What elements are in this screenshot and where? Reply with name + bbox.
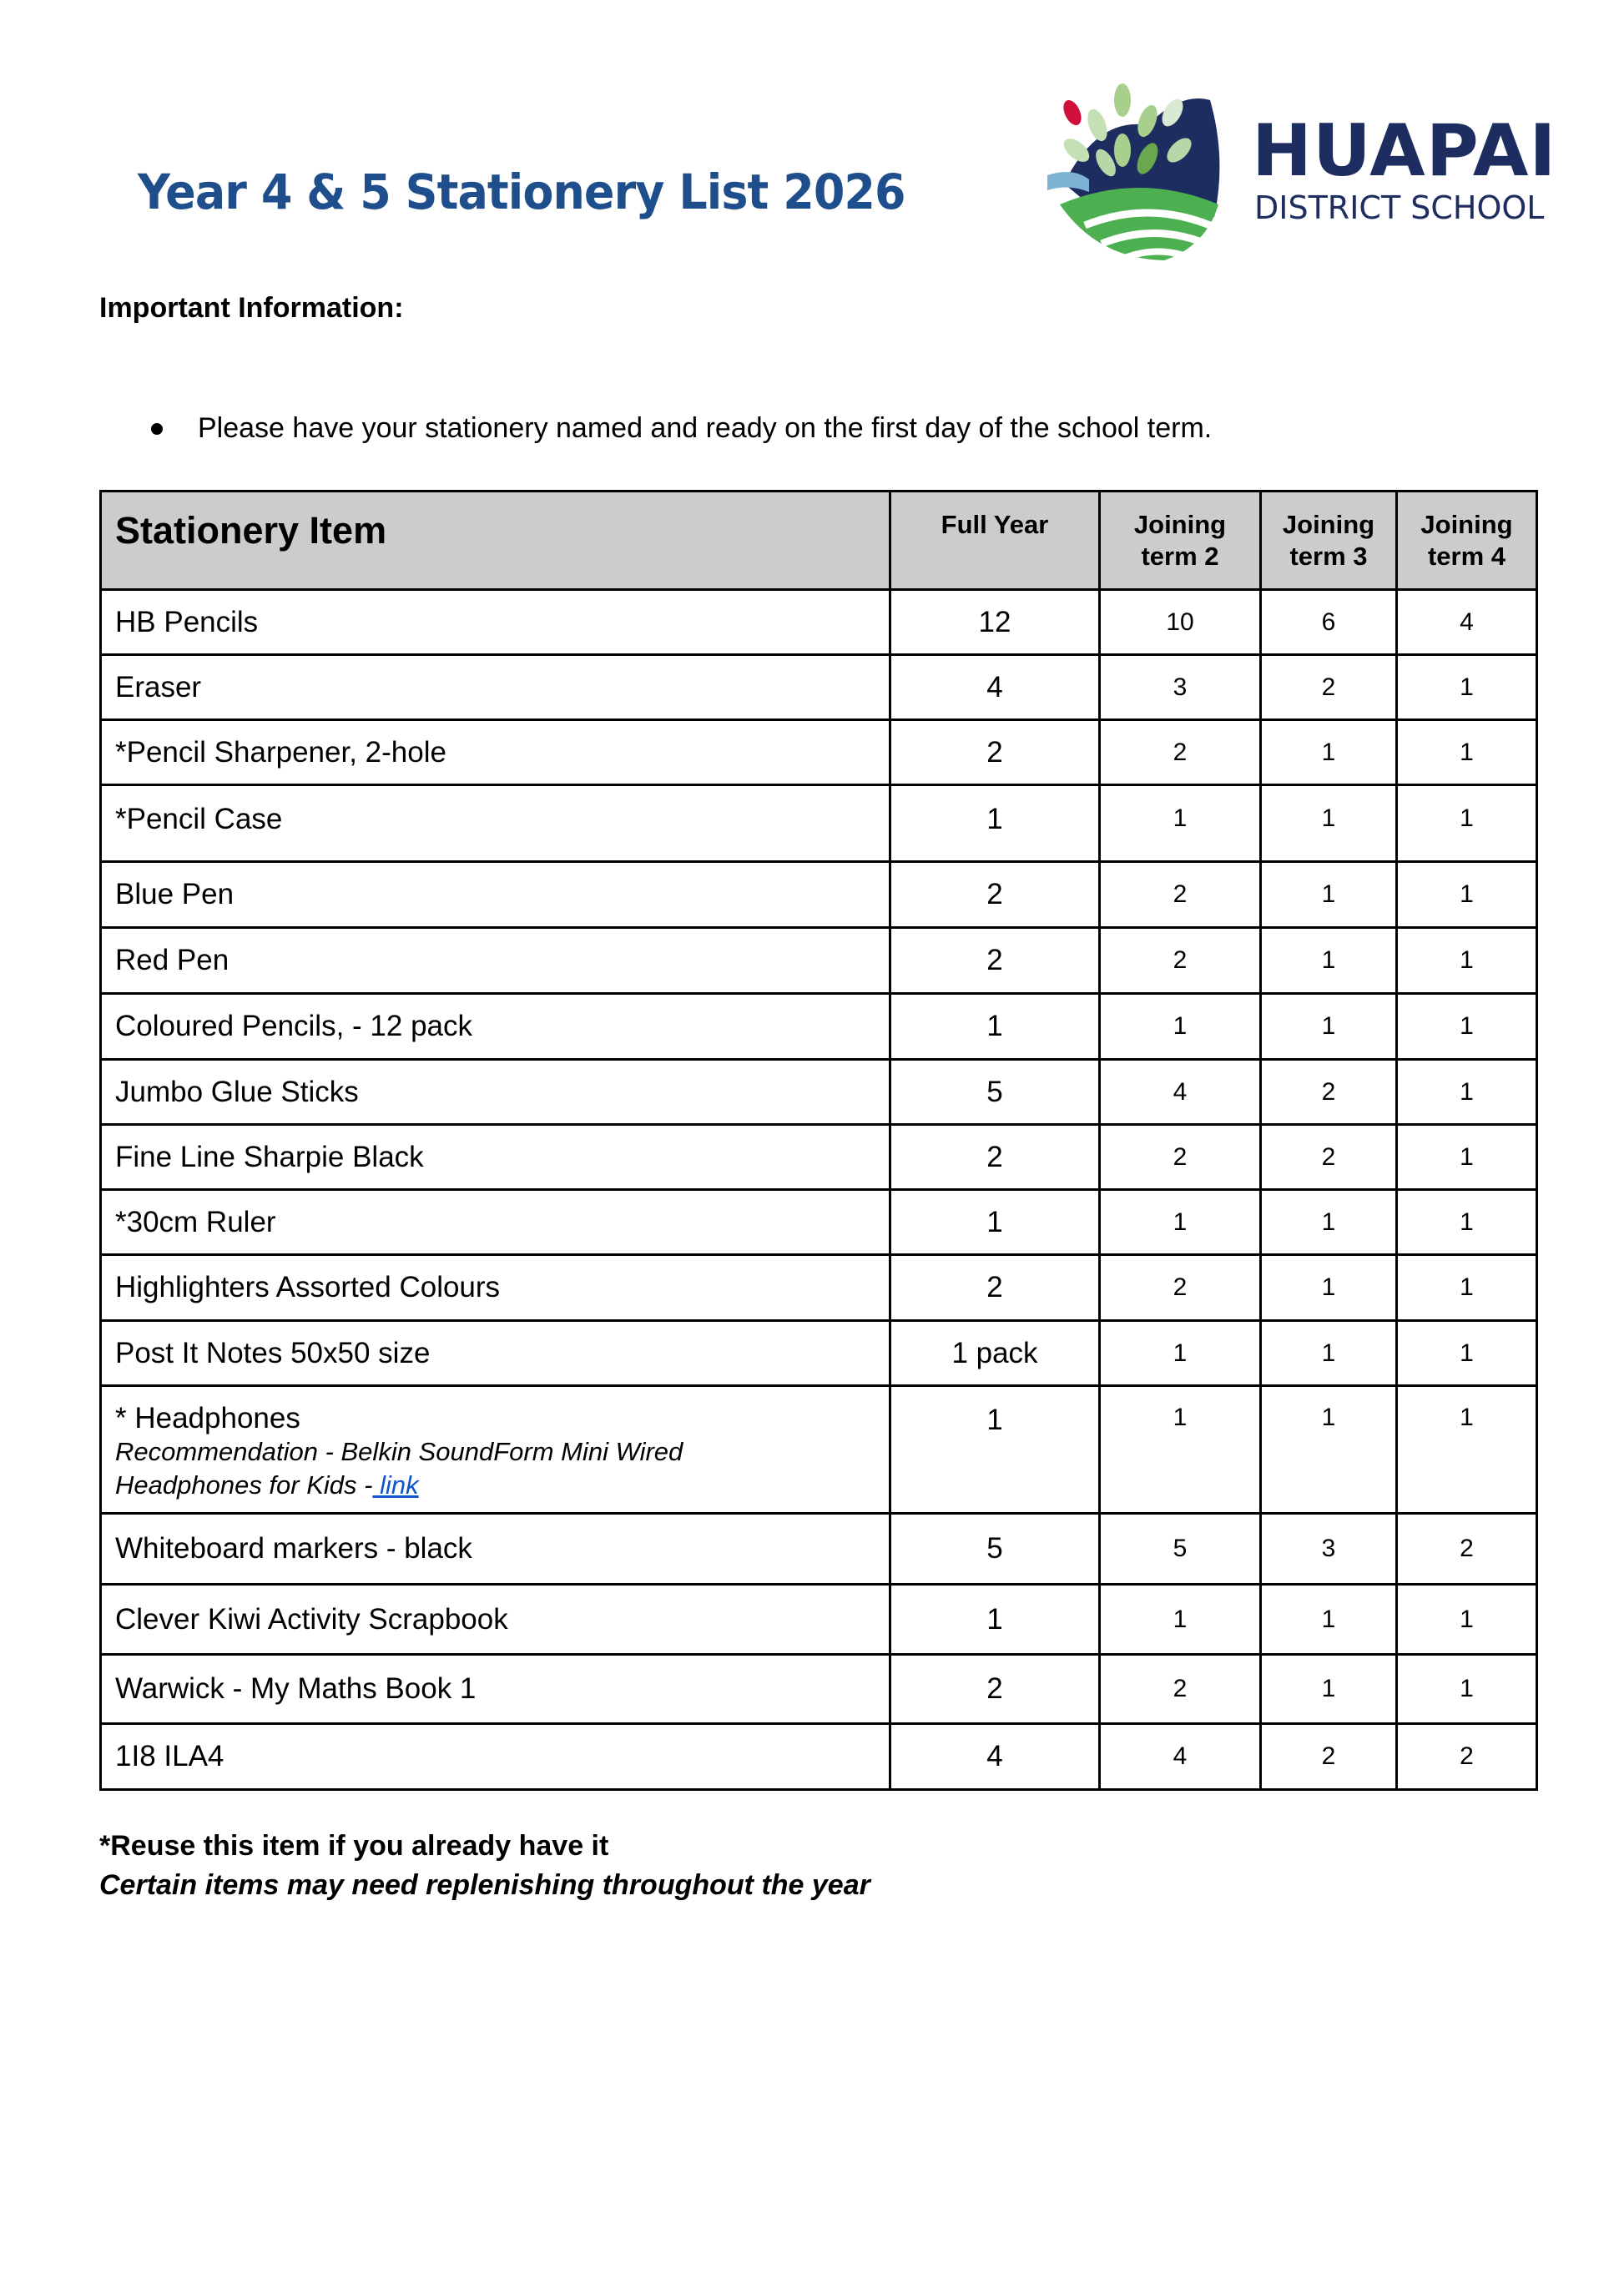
qty-term-2: 4	[1100, 1724, 1261, 1790]
qty-term-3: 1	[1261, 1190, 1397, 1255]
qty-term-4: 4	[1397, 590, 1537, 655]
table-header-row	[101, 492, 1537, 590]
qty-term-3: 1	[1261, 1585, 1397, 1655]
header-label-line1: Joining	[1133, 510, 1227, 539]
item-name: Coloured Pencils, - 12 pack	[101, 994, 890, 1060]
qty-term-3: 1	[1261, 785, 1397, 862]
item-name: Clever Kiwi Activity Scrapbook	[101, 1585, 890, 1655]
qty-term-3: 2	[1261, 655, 1397, 720]
qty-full-year: 1	[890, 1386, 1100, 1514]
qty-term-3: 1	[1261, 1386, 1397, 1514]
qty-full-year: 4	[890, 655, 1100, 720]
table-row	[101, 590, 1537, 655]
item-name: Blue Pen	[101, 862, 890, 928]
header-stationery-item: Stationery Item	[101, 492, 890, 590]
qty-full-year: 5	[890, 1060, 1100, 1125]
header-label-line2: term 3	[1289, 542, 1368, 571]
qty-term-4: 1	[1397, 1321, 1537, 1386]
qty-full-year: 12	[890, 590, 1100, 655]
qty-term-4: 2	[1397, 1514, 1537, 1585]
qty-term-3: 1	[1261, 1655, 1397, 1724]
qty-term-4: 1	[1397, 720, 1537, 785]
item-name: Jumbo Glue Sticks	[101, 1060, 890, 1125]
item-name: 1I8 ILA4	[101, 1724, 890, 1790]
table-row	[101, 655, 1537, 720]
header-full-year: Full Year	[890, 492, 1100, 590]
qty-full-year: 1	[890, 1190, 1100, 1255]
item-name: *30cm Ruler	[101, 1190, 890, 1255]
school-logo	[1039, 67, 1556, 267]
qty-term-4: 1	[1397, 1585, 1537, 1655]
bullet-text: Please have your stationery named and ready on the first day of the school term.	[198, 412, 1213, 444]
item-name: Fine Line Sharpie Black	[101, 1125, 890, 1190]
qty-term-3: 1	[1261, 1321, 1397, 1386]
table-row	[101, 928, 1537, 994]
qty-term-2: 10	[1100, 590, 1261, 655]
qty-term-2: 2	[1100, 862, 1261, 928]
table-row	[101, 994, 1537, 1060]
table-row	[101, 1386, 1537, 1514]
qty-term-4: 1	[1397, 862, 1537, 928]
qty-full-year: 4	[890, 1724, 1100, 1790]
table-row	[101, 1321, 1537, 1386]
qty-term-3: 1	[1261, 994, 1397, 1060]
qty-term-3: 1	[1261, 928, 1397, 994]
table-row	[101, 1585, 1537, 1655]
qty-term-4: 1	[1397, 1060, 1537, 1125]
item-name: Post It Notes 50x50 size	[101, 1321, 890, 1386]
qty-full-year: 2	[890, 720, 1100, 785]
item-name: *Pencil Sharpener, 2-hole	[101, 720, 890, 785]
table-row	[101, 720, 1537, 785]
qty-term-2: 2	[1100, 720, 1261, 785]
header-label-line2: term 4	[1427, 542, 1506, 571]
important-info-heading: Important Information:	[99, 292, 404, 324]
qty-term-2: 2	[1100, 928, 1261, 994]
reuse-note: *Reuse this item if you already have it	[99, 1830, 609, 1862]
table-row	[101, 1655, 1537, 1724]
table-row	[101, 785, 1537, 862]
header-joining-term-2	[1100, 492, 1261, 590]
recommendation-text: Recommendation - Belkin SoundForm Mini Wired	[115, 1437, 683, 1466]
table-row	[101, 1724, 1537, 1790]
qty-term-4: 1	[1397, 1655, 1537, 1724]
header-label-line1: Joining	[1420, 510, 1513, 539]
table-row	[101, 1190, 1537, 1255]
qty-term-4: 1	[1397, 655, 1537, 720]
qty-term-2: 1	[1100, 1190, 1261, 1255]
qty-term-2: 1	[1100, 1386, 1261, 1514]
qty-term-2: 1	[1100, 785, 1261, 862]
item-name: Whiteboard markers - black	[101, 1514, 890, 1585]
qty-term-4: 1	[1397, 928, 1537, 994]
qty-full-year: 2	[890, 1125, 1100, 1190]
qty-term-4: 1	[1397, 785, 1537, 862]
qty-full-year: 2	[890, 862, 1100, 928]
qty-term-4: 1	[1397, 1190, 1537, 1255]
qty-full-year: 1	[890, 1585, 1100, 1655]
item-name: Eraser	[101, 655, 890, 720]
qty-full-year: 2	[890, 928, 1100, 994]
table-row	[101, 862, 1537, 928]
item-name: Highlighters Assorted Colours	[101, 1255, 890, 1321]
header-label-line1: Joining	[1282, 510, 1375, 539]
school-subtitle: DISTRICT SCHOOL	[1254, 189, 1545, 226]
qty-term-4: 1	[1397, 1386, 1537, 1514]
qty-term-2: 1	[1100, 1321, 1261, 1386]
item-name: HB Pencils	[101, 590, 890, 655]
qty-term-2: 1	[1100, 1585, 1261, 1655]
qty-full-year: 1 pack	[890, 1321, 1100, 1386]
stationery-table	[99, 490, 1538, 1791]
qty-term-2: 1	[1100, 994, 1261, 1060]
qty-term-4: 1	[1397, 1125, 1537, 1190]
qty-term-2: 2	[1100, 1255, 1261, 1321]
header-joining-term-4	[1397, 492, 1537, 590]
item-name-headphones	[101, 1386, 890, 1514]
table-row	[101, 1060, 1537, 1125]
qty-term-3: 2	[1261, 1724, 1397, 1790]
qty-term-3: 3	[1261, 1514, 1397, 1585]
qty-full-year: 2	[890, 1255, 1100, 1321]
info-bullet	[99, 412, 1212, 445]
header-joining-term-3	[1261, 492, 1397, 590]
qty-full-year: 5	[890, 1514, 1100, 1585]
qty-term-3: 6	[1261, 590, 1397, 655]
qty-term-4: 1	[1397, 994, 1537, 1060]
item-name: * Headphones	[115, 1402, 300, 1434]
school-name: HUAPAI	[1252, 109, 1557, 193]
replenish-note: Certain items may need replenishing throughout the year	[99, 1869, 870, 1901]
qty-term-3: 2	[1261, 1060, 1397, 1125]
bullet-icon	[151, 423, 163, 435]
school-emblem-icon	[1039, 67, 1231, 267]
qty-term-2: 2	[1100, 1125, 1261, 1190]
header-label-line2: term 2	[1141, 542, 1219, 571]
qty-term-2: 5	[1100, 1514, 1261, 1585]
qty-term-2: 4	[1100, 1060, 1261, 1125]
qty-term-2: 3	[1100, 655, 1261, 720]
qty-term-3: 1	[1261, 1255, 1397, 1321]
qty-full-year: 1	[890, 994, 1100, 1060]
recommendation-text: Headphones for Kids -	[115, 1470, 373, 1500]
qty-full-year: 1	[890, 785, 1100, 862]
page-title: Year 4 & 5 Stationery List 2026	[138, 164, 905, 220]
qty-full-year: 2	[890, 1655, 1100, 1724]
qty-term-4: 1	[1397, 1255, 1537, 1321]
item-name: *Pencil Case	[101, 785, 890, 862]
qty-term-3: 2	[1261, 1125, 1397, 1190]
table-row	[101, 1514, 1537, 1585]
info-bullet-list	[99, 412, 1212, 445]
table-row	[101, 1125, 1537, 1190]
qty-term-3: 1	[1261, 720, 1397, 785]
qty-term-4: 2	[1397, 1724, 1537, 1790]
headphones-link[interactable]: link	[372, 1470, 419, 1500]
qty-term-3: 1	[1261, 862, 1397, 928]
item-name: Warwick - My Maths Book 1	[101, 1655, 890, 1724]
table-row	[101, 1255, 1537, 1321]
qty-term-2: 2	[1100, 1655, 1261, 1724]
item-name: Red Pen	[101, 928, 890, 994]
